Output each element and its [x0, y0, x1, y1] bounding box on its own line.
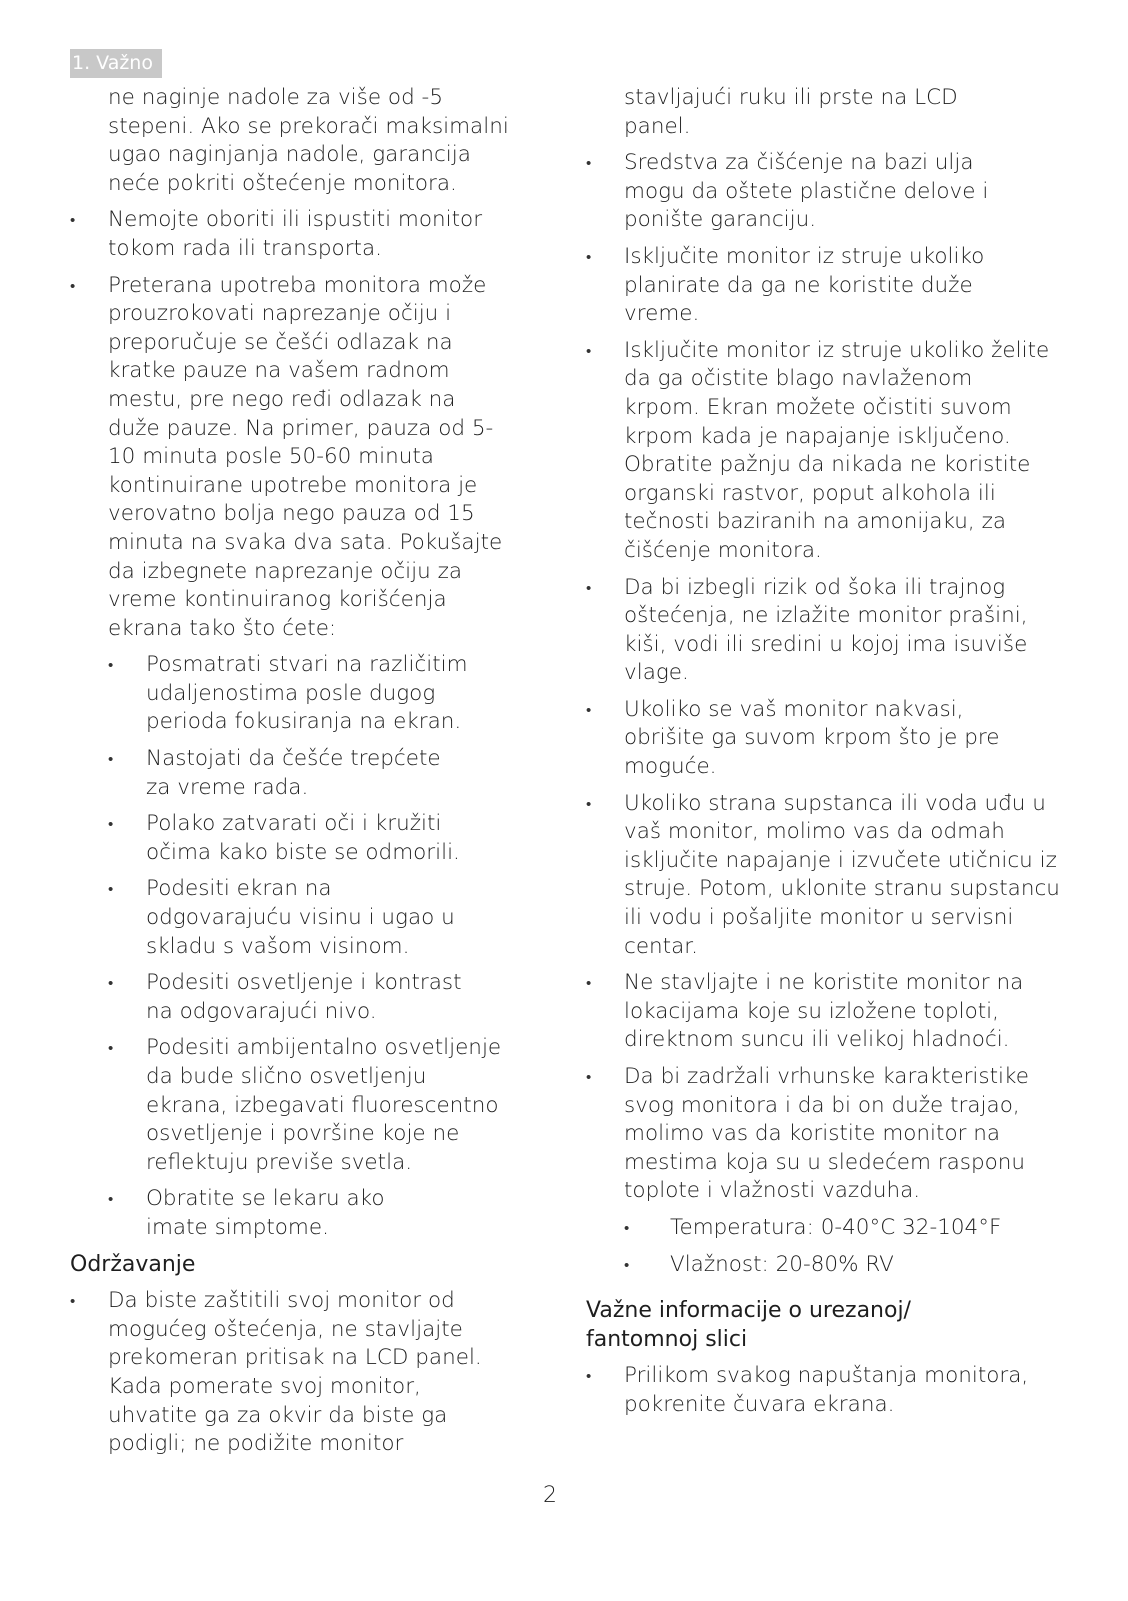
right-column: [586, 84, 1060, 1420]
section-tab: 1. Važno: [70, 49, 162, 78]
list-item: • Isključite monitor iz struje ukoliko želite da ga očistite blago navlaženom krpom. Ekran možete očistiti suvom krpom kada je napajanje isključeno. Obratite pažnju da nikada ne koristite organski rastvor, poput alkohola ili tečnosti baziranih na amonijaku, za čišćenje monitora.: [586, 337, 1054, 566]
sub-list-item: • Obratite se lekaru ako imate simptome.: [108, 1185, 446, 1242]
list-item: • Preterana upotreba monitora može prouzrokovati naprezanje očiju i preporučuje se češći odlazak na kratke pauze na vašem radnom mestu, pre nego ređi odlazak na duže pauze. Na primer, pauza od 5-10 minuta posle 50-60 minuta kontinuirane upotrebe monitora je verovatno bolja nego pauza od 15 minuta na svaka dva sata. Pokušajte da izbegnete naprezanje očiju za vreme kontinuiranog korišćenja ekrana tako što ćete:: [70, 272, 508, 644]
list-item: • Ukoliko se vaš monitor nakvasi, obrišite ga suvom krpom što je pre moguće.: [586, 696, 1024, 782]
section-heading: Održavanje: [70, 1251, 196, 1277]
sub-list-item: • Podesiti osvetljenje i kontrast na odgovarajući nivo.: [108, 969, 486, 1026]
sub-list-item: • Vlažnost: 20-80% RV: [624, 1251, 1030, 1280]
continued-paragraph: ne naginje nadole za više od -5 stepeni. Ako se prekorači maksimalni ugao naginjanja nadole, garancija neće pokriti oštećenje monitora.: [108, 85, 509, 196]
list-item: • Isključite monitor iz struje ukoliko planirate da ga ne koristite duže vreme.: [586, 243, 1024, 329]
list-item: • Da bi zadržali vrhunske karakteristike svog monitora i da bi on duže trajao, molimo vas da koristite monitor na mestima koja su u sledećem rasponu toplote i vlažnosti vazduha.: [586, 1063, 1064, 1206]
sub-list-item: • Podesiti ekran na odgovarajuću visinu i ugao u skladu s vašom visinom.: [108, 875, 470, 961]
continued-paragraph: stavljajući ruku ili prste na LCD panel.: [624, 85, 958, 139]
sub-list-item: • Posmatrati stvari na različitim udaljenostima posle dugog perioda fokusiranja na ekran.: [108, 651, 470, 737]
section-heading-line: fantomnoj slici: [586, 1326, 748, 1352]
section-heading-line: Važne informacije o urezanoj/: [586, 1298, 911, 1324]
sub-list-item: • Nastojati da češće trepćete za vreme rada.: [108, 745, 470, 802]
sub-list-item: • Polako zatvarati oči i kružiti očima kako biste se odmorili.: [108, 810, 506, 867]
section-heading: [586, 1297, 1056, 1354]
sub-list-item: • Podesiti ambijentalno osvetljenje da bude slično osvetljenju ekrana, izbegavati fluorescentno osvetljenje i površine koje ne reflektuju previše svetla.: [108, 1034, 506, 1177]
list-item: • Da biste zaštitili svoj monitor od mogućeg oštećenja, ne stavljajte prekomeran pritisak na LCD panel. Kada pomerate svoj monitor, uhvatite ga za okvir da biste ga podigli; ne podižite monitor: [70, 1287, 508, 1459]
list-item: • Ukoliko strana supstanca ili voda uđu u vaš monitor, molimo vas da odmah isključite napajanje i izvučete utičnicu iz struje. Potom, uklonite stranu supstancu ili vodu i pošaljite monitor u servisni centar.: [586, 790, 1064, 962]
list-item: • Ne stavljajte i ne koristite monitor na lokacijama koje su izložene toploti, direktnom suncu ili velikoj hladnoći.: [586, 969, 1064, 1055]
page-number: 2: [543, 1483, 557, 1508]
list-item: • Sredstva za čišćenje na bazi ulja mogu da oštete plastične delove i ponište garanciju.: [586, 149, 1024, 235]
list-item: • Nemojte oboriti ili ispustiti monitor tokom rada ili transporta.: [70, 206, 540, 263]
list-item: • Prilikom svakog napuštanja monitora, pokrenite čuvara ekrana.: [586, 1362, 1044, 1419]
list-item: • Da bi izbegli rizik od šoka ili trajnog oštećenja, ne izlažite monitor prašini, kiši, vodi ili sredini u kojoj ima isuviše vlage.: [586, 574, 1054, 688]
left-column: [70, 84, 540, 1459]
sub-list-item: • Temperatura: 0-40°C 32-104°F: [624, 1214, 1030, 1243]
